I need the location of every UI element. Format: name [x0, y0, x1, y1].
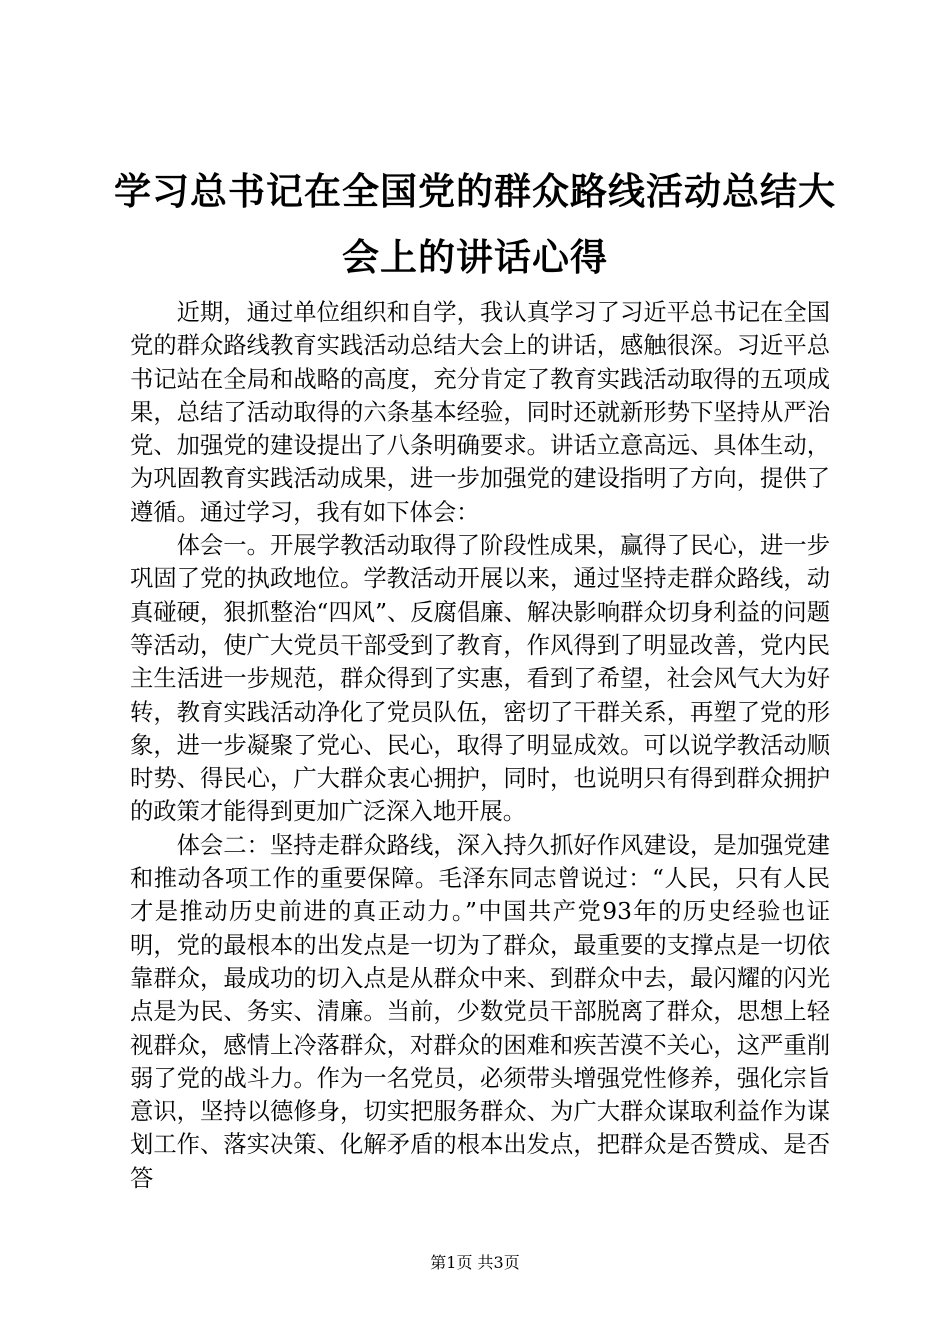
- page-number-footer: 第1页 共3页: [430, 1253, 520, 1272]
- document-title: 学习总书记在全国党的群众路线活动总结大会上的讲话心得: [114, 169, 836, 279]
- paragraph-insight-two: 体会二：坚持走群众路线，深入持久抓好作风建设，是加强党建和推动各项工作的重要保障。毛泽东同志曾说过：“人民，只有人民才是推动历史前进的真正动力。”中国共产党93年的历史经验也证明，党的最根本的出发点是一切为了群众，最重要的支撑点是一切依靠群众，最成功的切入点是从群众中来、到群众中去，最闪耀的闪光点是为民、务实、清廉。当前，少数党员干部脱离了群众，思想上轻视群众，感情上冷落群众，对群众的困难和疾苦漠不关心，这严重削弱了党的战斗力。作为一名党员，必须带头增强党性修养，强化宗旨意识，坚持以德修身，切实把服务群众、为广大群众谋取利益作为谋划工作、落实决策、化解矛盾的根本出发点，把群众是否赞成、是否答: [130, 831, 830, 1192]
- paragraph-insight-one: 体会一。开展学教活动取得了阶段性成果，赢得了民心，进一步巩固了党的执政地位。学教活动开展以来，通过坚持走群众路线，动真碰硬，狠抓整治“四风”、反腐倡廉、解决影响群众切身利益的问题等活动，使广大党员干部受到了教育，作风得到了明显改善，党内民主生活进一步规范，群众得到了实惠，看到了希望，社会风气大为好转，教育实践活动净化了党员队伍，密切了干群关系，再塑了党的形象，进一步凝聚了党心、民心，取得了明显成效。可以说学教活动顺时势、得民心，广大群众衷心拥护，同时，也说明只有得到群众拥护的政策才能得到更加广泛深入地开展。: [130, 532, 830, 826]
- paragraph-intro: 近期，通过单位组织和自学，我认真学习了习近平总书记在全国党的群众路线教育实践活动总结大会上的讲话，感触很深。习近平总书记站在全局和战略的高度，充分肯定了教育实践活动取得的五项成果，总结了活动取得的六条基本经验，同时还就新形势下坚持从严治党、加强党的建设提出了八条明确要求。讲话立意高远、具体生动，为巩固教育实践活动成果，进一步加强党的建设指明了方向，提供了遵循。通过学习，我有如下体会：: [130, 299, 830, 526]
- document-body: [130, 296, 830, 1195]
